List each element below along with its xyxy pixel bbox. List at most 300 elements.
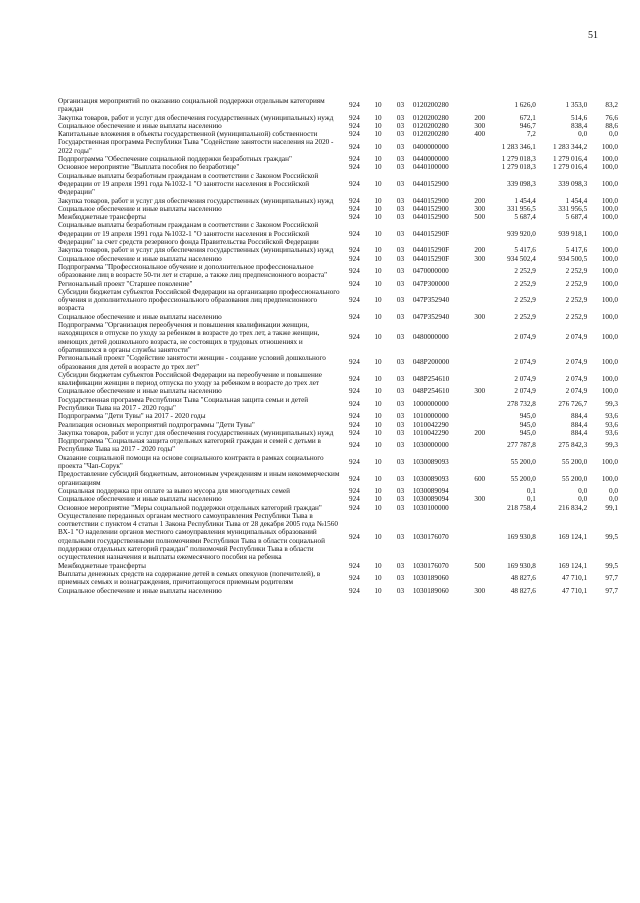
row-expense-type-code <box>474 570 495 587</box>
row-ved-code: 924 <box>349 229 360 238</box>
row-section-code: 10 <box>374 387 382 396</box>
row-subsection-code: 03 <box>396 399 405 408</box>
table-row <box>58 255 618 263</box>
row-execution-percent: 76,6 <box>605 113 618 122</box>
row-actual-amount: 2 074,9 <box>565 333 588 342</box>
row-planned-amount: 672,1 <box>519 113 536 122</box>
row-target-article-code: 0120200280 <box>412 121 449 130</box>
row-expense-type-code: 500 <box>474 561 486 570</box>
row-target-article-code: 0120200280 <box>412 113 449 122</box>
table-row <box>58 396 618 413</box>
table-row <box>58 205 618 213</box>
row-planned-amount: 169 930,8 <box>507 532 536 541</box>
row-name: Подпрограмма "Дети Тувы" на 2017 - 2020 годы <box>58 412 206 421</box>
row-actual-amount: 884,4 <box>570 412 588 421</box>
row-subsection-code: 03 <box>396 204 405 213</box>
row-subsection-code: 03 <box>396 130 405 139</box>
row-actual-amount: 1 454,4 <box>565 196 588 205</box>
row-target-article-code: 044015290F <box>412 229 450 238</box>
row-expense-type-code: 200 <box>474 196 486 205</box>
row-actual-amount: 2 074,9 <box>565 387 588 396</box>
row-subsection-code: 03 <box>396 532 405 541</box>
row-name: Подпрограмма "Социальная защита отдельных категорий граждан и семей с детьми в Республике Тыва на 2017 - 2020 годы" <box>58 437 321 454</box>
row-section-code: 10 <box>374 267 382 276</box>
row-expense-type-code: 300 <box>474 495 486 504</box>
row-ved-code: 924 <box>349 532 360 541</box>
row-section-code: 10 <box>374 574 382 583</box>
row-actual-amount: 2 252,9 <box>565 267 588 276</box>
row-actual-amount: 276 726,7 <box>558 399 588 408</box>
row-execution-percent: 100,0 <box>601 296 618 305</box>
row-subsection-code: 03 <box>396 155 405 164</box>
row-target-article-code: 1030100000 <box>412 503 449 512</box>
row-ved-code: 924 <box>349 204 360 213</box>
row-planned-amount: 277 787,8 <box>507 441 536 450</box>
row-execution-percent: 0,0 <box>609 486 618 495</box>
row-expense-type-code: 400 <box>474 130 486 139</box>
row-expense-type-code <box>474 163 495 171</box>
row-actual-amount: 47 710,1 <box>562 574 588 583</box>
row-subsection-code: 03 <box>396 358 405 367</box>
row-execution-percent: 97,7 <box>605 586 618 595</box>
row-actual-amount: 1 279 016,4 <box>553 163 588 172</box>
row-execution-percent: 100,0 <box>601 204 618 213</box>
row-planned-amount: 48 827,6 <box>510 586 536 595</box>
row-subsection-code: 03 <box>396 561 405 570</box>
row-subsection-code: 03 <box>396 586 405 595</box>
row-expense-type-code: 200 <box>474 246 486 255</box>
table-row <box>58 495 618 503</box>
row-target-article-code: 0440000000 <box>412 155 449 164</box>
row-name: Социальные выплаты безработным гражданам в соответствии с Законом Российской Федерации от 19 апреля 1991 года №1032-1 "О занятости населения в Российской Федерации" за счет средств резервного фонда Правительства Российской Федерации <box>58 221 319 247</box>
row-execution-percent: 100,0 <box>601 163 618 172</box>
row-expense-type-code: 500 <box>474 213 486 222</box>
row-name: Закупка товаров, работ и услуг для обеспечения государственных (муниципальных) нужд <box>58 113 334 122</box>
row-expense-type-code <box>474 280 495 288</box>
table-row <box>58 570 618 587</box>
row-expense-type-code <box>474 412 495 420</box>
table-row <box>58 437 618 454</box>
row-target-article-code: 1010000000 <box>412 412 449 421</box>
row-expense-type-code <box>474 321 495 354</box>
row-section-code: 10 <box>374 254 382 263</box>
row-actual-amount: 275 842,3 <box>558 441 588 450</box>
row-execution-percent: 93,6 <box>605 412 618 421</box>
row-subsection-code: 03 <box>396 333 405 342</box>
row-expense-type-code <box>474 263 495 280</box>
row-target-article-code: 0440152900 <box>412 179 449 188</box>
row-name: Подпрограмма "Профессиональное обучение и дополнительное профессиональное образование лиц в возрасте 50-ти лет и старше, а также лиц предпенсионного возраста" <box>58 262 328 280</box>
row-subsection-code: 03 <box>396 179 405 188</box>
row-actual-amount: 934 500,5 <box>558 254 588 263</box>
table-row <box>58 263 618 280</box>
table-row <box>58 429 618 437</box>
row-name: Подпрограмма "Организация переобучения и повышения квалификации женщин, находящихся в отпуске по уходу за ребенком в возрасте до трех лет, а также женщин, имеющих детей дошкольного возраста, не состоящих в трудовых отношениях и обратившихся в органы службы занятости" <box>58 321 320 354</box>
table-row <box>58 387 618 395</box>
row-expense-type-code <box>474 288 495 313</box>
row-section-code: 10 <box>374 163 382 172</box>
row-ved-code: 924 <box>349 113 360 122</box>
table-row <box>58 371 618 388</box>
row-subsection-code: 03 <box>396 457 405 466</box>
row-name: Государственная программа Республики Тыва "Содействие занятости населения на 2020 - 2022 годы" <box>58 138 334 155</box>
row-section-code: 10 <box>374 229 382 238</box>
row-planned-amount: 55 200,0 <box>510 457 536 466</box>
row-target-article-code: 1030189060 <box>412 586 449 595</box>
row-section-code: 10 <box>374 412 382 421</box>
row-section-code: 10 <box>374 246 382 255</box>
row-subsection-code: 03 <box>396 412 405 421</box>
table-row <box>58 454 618 471</box>
row-section-code: 10 <box>374 503 382 512</box>
row-actual-amount: 939 918,1 <box>558 229 588 238</box>
row-execution-percent: 100,0 <box>601 457 618 466</box>
row-execution-percent: 100,0 <box>601 333 618 342</box>
row-target-article-code: 1030176070 <box>412 532 449 541</box>
row-target-article-code: 047P300000 <box>412 279 450 288</box>
row-ved-code: 924 <box>349 142 360 151</box>
row-actual-amount: 514,6 <box>570 113 588 122</box>
row-target-article-code: 1030000000 <box>412 441 449 450</box>
row-target-article-code: 0440100000 <box>412 163 449 172</box>
row-actual-amount: 55 200,0 <box>562 474 588 483</box>
row-planned-amount: 7,2 <box>526 130 536 139</box>
row-section-code: 10 <box>374 279 382 288</box>
row-target-article-code: 1030089093 <box>412 457 449 466</box>
row-ved-code: 924 <box>349 574 360 583</box>
row-planned-amount: 2 074,9 <box>514 333 536 342</box>
table-row <box>58 421 618 429</box>
table-row <box>58 130 618 138</box>
row-expense-type-code: 600 <box>474 474 486 483</box>
row-name: Субсидии бюджетам субъектов Российской Федерации на организацию профессионального обучения и дополнительного профессионального образования лиц предпенсионного возраста <box>58 287 340 313</box>
row-ved-code: 924 <box>349 267 360 276</box>
row-execution-percent: 100,0 <box>601 474 618 483</box>
row-section-code: 10 <box>374 486 382 495</box>
table-row <box>58 288 618 313</box>
table-row <box>58 313 618 321</box>
row-subsection-code: 03 <box>396 163 405 172</box>
row-target-article-code: 1030176070 <box>412 561 449 570</box>
table-row <box>58 487 618 495</box>
row-planned-amount: 945,0 <box>519 412 536 421</box>
row-name: Осуществление переданных органам местного самоуправления Республики Тыва в соответствии с пунктом 4 статьи 1 Закона Республики Тыва от 28 декабря 2005 года №1560 ВХ-1 "О наделении органов местного самоуправления муниципальных образований отдельными государственными полномочиями Республики Тыва в области социальной поддержки отдельных категорий граждан" полномочий Республики Тыва в области осуществления назначения и выплаты ежемесячного пособия на ребенка <box>58 511 338 562</box>
row-name: Организация мероприятий по оказанию социальной поддержки отдельным категориям граждан <box>58 97 325 114</box>
row-expense-type-code <box>474 454 495 471</box>
row-subsection-code: 03 <box>396 486 405 495</box>
row-section-code: 10 <box>374 213 382 222</box>
table-row <box>58 213 618 221</box>
row-name: Межбюджетные трансферты <box>58 213 146 222</box>
row-ved-code: 924 <box>349 121 360 130</box>
row-name: Реализация основных мероприятий подпрограммы "Дети Тувы" <box>58 420 255 429</box>
row-subsection-code: 03 <box>396 196 405 205</box>
row-planned-amount: 169 930,8 <box>507 561 536 570</box>
table-row <box>58 587 618 595</box>
row-actual-amount: 2 074,9 <box>565 358 588 367</box>
row-name: Региональный проект "Старшее поколение" <box>58 279 193 288</box>
row-ved-code: 924 <box>349 279 360 288</box>
row-ved-code: 924 <box>349 374 360 383</box>
row-target-article-code: 0440152900 <box>412 196 449 205</box>
table-row <box>58 122 618 130</box>
row-actual-amount: 1 283 344,2 <box>553 142 588 151</box>
row-ved-code: 924 <box>349 412 360 421</box>
row-ved-code: 924 <box>349 333 360 342</box>
row-section-code: 10 <box>374 333 382 342</box>
row-planned-amount: 2 074,9 <box>514 358 536 367</box>
row-ved-code: 924 <box>349 441 360 450</box>
row-expense-type-code <box>474 354 495 371</box>
row-ved-code: 924 <box>349 296 360 305</box>
row-section-code: 10 <box>374 312 382 321</box>
row-ved-code: 924 <box>349 130 360 139</box>
row-subsection-code: 03 <box>396 296 405 305</box>
row-actual-amount: 838,4 <box>570 121 588 130</box>
table-row <box>58 97 618 114</box>
row-target-article-code: 048P254610 <box>412 387 450 396</box>
row-section-code: 10 <box>374 296 382 305</box>
row-actual-amount: 2 074,9 <box>565 374 588 383</box>
row-target-article-code: 044015290F <box>412 254 450 263</box>
table-row <box>58 197 618 205</box>
row-execution-percent: 100,0 <box>601 254 618 263</box>
row-name: Социальная поддержка при оплате за вывоз мусора для многодетных семей <box>58 486 290 495</box>
row-planned-amount: 5 417,6 <box>514 246 536 255</box>
row-planned-amount: 2 252,9 <box>514 279 536 288</box>
row-planned-amount: 1 626,0 <box>514 101 536 110</box>
row-planned-amount: 2 074,9 <box>514 387 536 396</box>
row-section-code: 10 <box>374 495 382 504</box>
row-subsection-code: 03 <box>396 246 405 255</box>
row-name: Основное мероприятие "Выплата пособия по безработице" <box>58 163 240 172</box>
row-subsection-code: 03 <box>396 279 405 288</box>
row-section-code: 10 <box>374 561 382 570</box>
table-row <box>58 172 618 197</box>
row-section-code: 10 <box>374 532 382 541</box>
row-name: Закупка товаров, работ и услуг для обеспечения государственных (муниципальных) нужд <box>58 428 334 437</box>
row-subsection-code: 03 <box>396 495 405 504</box>
row-planned-amount: 0,1 <box>526 495 536 504</box>
row-ved-code: 924 <box>349 213 360 222</box>
row-name: Социальное обеспечение и иные выплаты населению <box>58 387 222 396</box>
row-actual-amount: 339 098,3 <box>558 179 588 188</box>
row-subsection-code: 03 <box>396 101 405 110</box>
table-row <box>58 412 618 420</box>
row-actual-amount: 169 124,1 <box>558 532 588 541</box>
row-section-code: 10 <box>374 474 382 483</box>
row-execution-percent: 100,0 <box>601 142 618 151</box>
row-name: Социальное обеспечение и иные выплаты населению <box>58 254 222 263</box>
row-execution-percent: 99,5 <box>605 561 618 570</box>
row-planned-amount: 0,1 <box>526 486 536 495</box>
row-section-code: 10 <box>374 358 382 367</box>
row-actual-amount: 884,4 <box>570 428 588 437</box>
row-actual-amount: 0,0 <box>578 486 588 495</box>
row-expense-type-code: 300 <box>474 586 486 595</box>
row-planned-amount: 2 252,9 <box>514 296 536 305</box>
row-planned-amount: 945,0 <box>519 428 536 437</box>
row-planned-amount: 1 454,4 <box>514 196 536 205</box>
row-expense-type-code <box>474 437 495 454</box>
row-planned-amount: 48 827,6 <box>510 574 536 583</box>
budget-table-body <box>58 97 618 595</box>
row-expense-type-code: 300 <box>474 121 486 130</box>
row-planned-amount: 331 956,5 <box>507 204 536 213</box>
row-actual-amount: 216 834,2 <box>558 503 588 512</box>
row-target-article-code: 1030089094 <box>412 495 449 504</box>
row-expense-type-code: 200 <box>474 428 486 437</box>
row-target-article-code: 0120200280 <box>412 101 449 110</box>
row-ved-code: 924 <box>349 495 360 504</box>
row-ved-code: 924 <box>349 399 360 408</box>
row-subsection-code: 03 <box>396 387 405 396</box>
row-target-article-code: 1030089094 <box>412 486 449 495</box>
row-ved-code: 924 <box>349 457 360 466</box>
row-actual-amount: 169 124,1 <box>558 561 588 570</box>
row-planned-amount: 55 200,0 <box>510 474 536 483</box>
table-row <box>58 354 618 371</box>
row-subsection-code: 03 <box>396 254 405 263</box>
row-section-code: 10 <box>374 113 382 122</box>
row-execution-percent: 100,0 <box>601 179 618 188</box>
row-name: Субсидии бюджетам субъектов Российской Федерации на переобучение и повышение квалификации женщин в период отпуска по уходу за ребенком в возрасте до трех лет <box>58 370 322 388</box>
row-name: Региональный проект "Содействие занятости женщин - создание условий дошкольного образования для детей в возрасте до трех лет" <box>58 354 326 371</box>
table-row <box>58 562 618 570</box>
row-name: Основное мероприятие "Меры социальной поддержки отдельных категорий граждан" <box>58 503 322 512</box>
row-subsection-code: 03 <box>396 113 405 122</box>
row-section-code: 10 <box>374 101 382 110</box>
row-execution-percent: 0,0 <box>609 495 618 504</box>
row-expense-type-code: 300 <box>474 312 486 321</box>
table-row <box>58 470 618 487</box>
row-name: Предоставление субсидий бюджетным, автономным учреждениям и иным некоммерческим организациям <box>58 470 340 487</box>
row-section-code: 10 <box>374 121 382 130</box>
table-row <box>58 504 618 512</box>
row-subsection-code: 03 <box>396 420 405 429</box>
row-execution-percent: 83,2 <box>605 101 618 110</box>
row-name: Социальное обеспечение и иные выплаты населению <box>58 204 222 213</box>
row-execution-percent: 0,0 <box>609 130 618 139</box>
row-subsection-code: 03 <box>396 574 405 583</box>
row-target-article-code: 048P200000 <box>412 358 450 367</box>
table-row <box>58 114 618 122</box>
row-name: Подпрограмма "Обеспечение социальной поддержки безработных граждан" <box>58 155 292 164</box>
page-number: 51 <box>588 30 598 41</box>
row-actual-amount: 47 710,1 <box>562 586 588 595</box>
row-execution-percent: 99,3 <box>605 399 618 408</box>
row-subsection-code: 03 <box>396 142 405 151</box>
row-planned-amount: 1 283 346,1 <box>501 142 536 151</box>
row-name: Социальное обеспечение и иные выплаты населению <box>58 312 222 321</box>
row-planned-amount: 218 758,4 <box>507 503 536 512</box>
row-planned-amount: 339 098,3 <box>507 179 536 188</box>
row-planned-amount: 2 252,9 <box>514 312 536 321</box>
row-execution-percent: 100,0 <box>601 387 618 396</box>
row-section-code: 10 <box>374 457 382 466</box>
row-target-article-code: 0120200280 <box>412 130 449 139</box>
table-row <box>58 280 618 288</box>
row-subsection-code: 03 <box>396 374 405 383</box>
row-ved-code: 924 <box>349 420 360 429</box>
row-actual-amount: 884,4 <box>570 420 588 429</box>
row-name: Государственная программа Республики Тыва "Социальная защита семьи и детей Республики Тыва на 2017 - 2020 годы" <box>58 395 309 412</box>
row-planned-amount: 1 279 018,3 <box>501 155 536 164</box>
row-ved-code: 924 <box>349 428 360 437</box>
row-actual-amount: 0,0 <box>578 130 588 139</box>
row-execution-percent: 97,7 <box>605 574 618 583</box>
row-execution-percent: 100,0 <box>601 374 618 383</box>
row-ved-code: 924 <box>349 312 360 321</box>
row-ved-code: 924 <box>349 387 360 396</box>
row-ved-code: 924 <box>349 561 360 570</box>
row-target-article-code: 0400000000 <box>412 142 449 151</box>
row-section-code: 10 <box>374 441 382 450</box>
row-target-article-code: 1010042290 <box>412 428 449 437</box>
row-section-code: 10 <box>374 179 382 188</box>
row-actual-amount: 5 687,4 <box>565 213 588 222</box>
row-ved-code: 924 <box>349 254 360 263</box>
row-name: Социальные выплаты безработным гражданам в соответствии с Законом Российской Федерации от 19 апреля 1991 года №1032-1 "О занятости населения в Российской Федерации" <box>58 171 319 197</box>
table-row <box>58 138 618 155</box>
row-expense-type-code <box>474 97 495 114</box>
row-target-article-code: 1030089093 <box>412 474 449 483</box>
table-row <box>58 512 618 562</box>
row-execution-percent: 99,5 <box>605 532 618 541</box>
row-subsection-code: 03 <box>396 312 405 321</box>
row-actual-amount: 55 200,0 <box>562 457 588 466</box>
row-planned-amount: 1 279 018,3 <box>501 163 536 172</box>
row-subsection-code: 03 <box>396 229 405 238</box>
row-execution-percent: 100,0 <box>601 267 618 276</box>
row-name: Социальное обеспечение и иные выплаты населению <box>58 586 222 595</box>
row-execution-percent: 100,0 <box>601 246 618 255</box>
row-actual-amount: 331 956,5 <box>558 204 588 213</box>
row-target-article-code: 044015290F <box>412 246 450 255</box>
row-section-code: 10 <box>374 374 382 383</box>
row-section-code: 10 <box>374 204 382 213</box>
row-subsection-code: 03 <box>396 474 405 483</box>
row-target-article-code: 047P352940 <box>412 312 450 321</box>
table-row <box>58 155 618 163</box>
row-section-code: 10 <box>374 586 382 595</box>
table-row <box>58 321 618 354</box>
row-execution-percent: 100,0 <box>601 358 618 367</box>
row-expense-type-code <box>474 371 495 388</box>
row-execution-percent: 100,0 <box>601 196 618 205</box>
row-target-article-code: 0470000000 <box>412 267 449 276</box>
row-planned-amount: 946,7 <box>519 121 536 130</box>
row-execution-percent: 100,0 <box>601 155 618 164</box>
row-name: Капитальные вложения в объекты государственной (муниципальной) собственности <box>58 130 318 139</box>
row-expense-type-code <box>474 421 495 429</box>
row-section-code: 10 <box>374 420 382 429</box>
row-actual-amount: 5 417,6 <box>565 246 588 255</box>
row-ved-code: 924 <box>349 358 360 367</box>
row-name: Оказание социальной помощи на основе социального контракта в рамках социального проекта "Чап-Сорук" <box>58 453 324 471</box>
row-target-article-code: 047P352940 <box>412 296 450 305</box>
row-subsection-code: 03 <box>396 267 405 276</box>
row-target-article-code: 0440152900 <box>412 213 449 222</box>
row-name: Социальное обеспечение и иные выплаты населению <box>58 121 222 130</box>
row-section-code: 10 <box>374 399 382 408</box>
row-target-article-code: 1030189060 <box>412 574 449 583</box>
row-expense-type-code <box>474 155 495 163</box>
row-ved-code: 924 <box>349 474 360 483</box>
row-ved-code: 924 <box>349 503 360 512</box>
row-actual-amount: 1 279 016,4 <box>553 155 588 164</box>
row-section-code: 10 <box>374 130 382 139</box>
